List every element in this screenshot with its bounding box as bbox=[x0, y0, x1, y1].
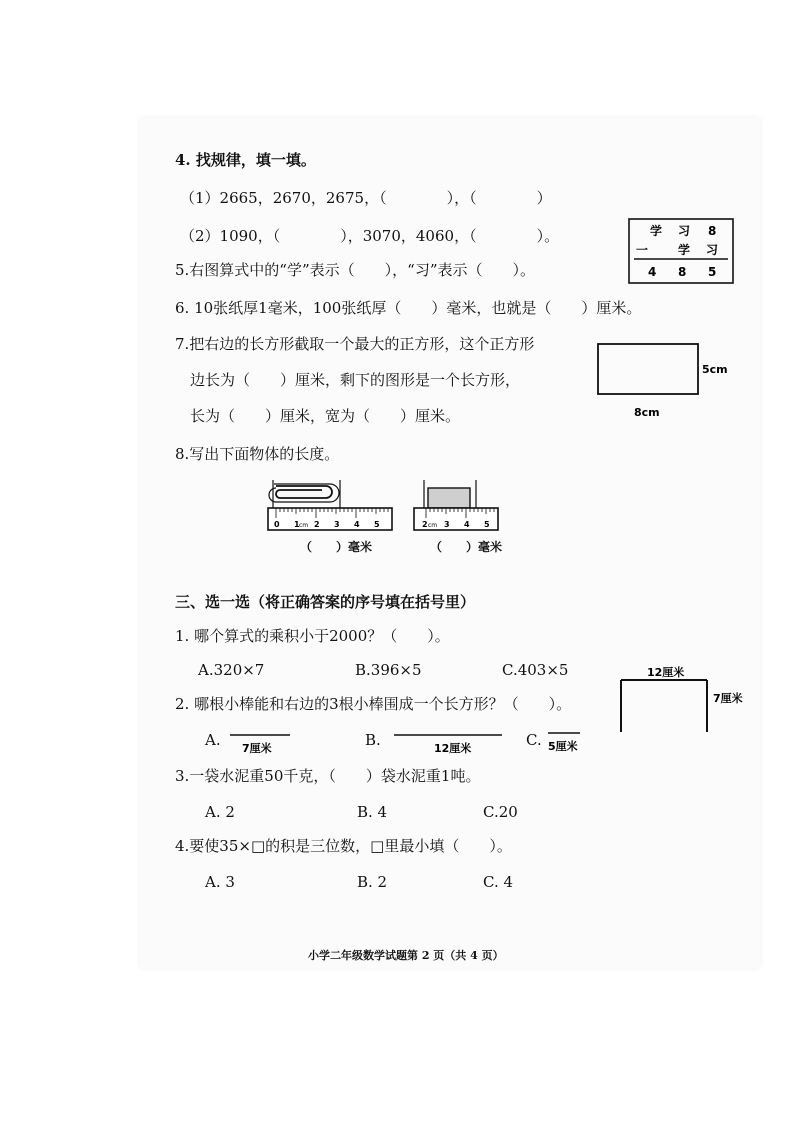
puzzle-r1-c2: 习 bbox=[678, 224, 691, 238]
rect-width-label: 8cm bbox=[634, 406, 660, 419]
paperclip-icon bbox=[269, 484, 339, 502]
mc4-option-b: B. 2 bbox=[357, 873, 388, 891]
mc2-option-b: B. bbox=[365, 731, 381, 749]
mc2-option-a: A. bbox=[205, 731, 221, 749]
sticks-side-label: 7厘米 bbox=[713, 692, 743, 705]
mc4-option-a: A. 3 bbox=[205, 873, 235, 891]
ruler-with-paperclip bbox=[266, 476, 396, 544]
rectangle-figure bbox=[596, 342, 746, 422]
mc4-option-c: C. 4 bbox=[483, 873, 514, 891]
ruler1-tick-4: 4 bbox=[354, 520, 360, 529]
q7-line2: 边长为（ ）厘米，剩下的图形是一个长方形， bbox=[190, 371, 521, 389]
mc1-option-b: B.396×5 bbox=[355, 661, 422, 679]
ruler2-unit: cm bbox=[428, 522, 438, 529]
ruler2-tick-4: 4 bbox=[464, 520, 470, 529]
ruler2-answer: （ ）毫米 bbox=[430, 540, 503, 554]
page-footer: 小学二年级数学试题第 2 页（共 4 页） bbox=[308, 949, 504, 962]
stick-b bbox=[392, 730, 512, 760]
puzzle-r3-c1: 4 bbox=[648, 265, 657, 279]
addition-puzzle-box bbox=[628, 218, 734, 284]
mc1-question: 1. 哪个算式的乘积小于2000？（ ）。 bbox=[175, 627, 450, 645]
stick-c bbox=[546, 728, 596, 758]
ruler1-answer: （ ）毫米 bbox=[300, 540, 373, 554]
mc1-option-c: C.403×5 bbox=[502, 661, 569, 679]
mc3-option-b: B. 4 bbox=[357, 803, 388, 821]
puzzle-r1-c3: 8 bbox=[708, 224, 717, 238]
mc4-question: 4.要使35×□的积是三位数，□里最小填（ ）。 bbox=[175, 837, 512, 855]
q4-line2: （2）1090，（ ），3070，4060，（ ）。 bbox=[180, 227, 560, 245]
section3-title: 三、选一选（将正确答案的序号填在括号里） bbox=[175, 593, 476, 611]
q7-line3: 长为（ ）厘米，宽为（ ）厘米。 bbox=[190, 407, 461, 425]
ruler1-tick-3: 3 bbox=[334, 520, 340, 529]
q8-title: 8.写出下面物体的长度。 bbox=[175, 445, 340, 463]
ruler2-tick-3: 3 bbox=[444, 520, 450, 529]
sticks-top-label: 12厘米 bbox=[647, 666, 685, 679]
q4-title: 4. 找规律，填一填。 bbox=[175, 151, 316, 169]
ruler1-tick-1: 1 bbox=[294, 520, 300, 529]
q7-line1: 7.把右边的长方形截取一个最大的正方形，这个正方形 bbox=[175, 335, 535, 353]
rect-height-label: 5cm bbox=[702, 363, 728, 376]
mc3-question: 3.一袋水泥重50千克，（ ）袋水泥重1吨。 bbox=[175, 767, 481, 785]
mc2-question: 2. 哪根小棒能和右边的3根小棒围成一个长方形？（ ）。 bbox=[175, 695, 572, 713]
ruler1-tick-2: 2 bbox=[314, 520, 320, 529]
stick-a bbox=[228, 730, 298, 760]
stick-b-label: 12厘米 bbox=[434, 742, 472, 755]
q6-text: 6. 10张纸厚1毫米，100张纸厚（ ）毫米，也就是（ ）厘米。 bbox=[175, 299, 642, 317]
puzzle-r3-c2: 8 bbox=[678, 265, 687, 279]
mc3-option-c: C.20 bbox=[483, 803, 518, 821]
q5-text: 5.右图算式中的“学”表示（ ），“习”表示（ ）。 bbox=[175, 261, 535, 279]
ruler-with-eraser bbox=[412, 476, 502, 544]
mc3-option-a: A. 2 bbox=[205, 803, 235, 821]
puzzle-r2-c2: 习 bbox=[706, 243, 719, 257]
puzzle-op: 一 bbox=[636, 243, 649, 257]
ruler1-tick-5: 5 bbox=[374, 520, 380, 529]
mc2-option-c: C. bbox=[526, 731, 542, 749]
puzzle-r3-c3: 5 bbox=[708, 265, 717, 279]
ruler2-tick-2: 2 bbox=[422, 520, 428, 529]
ruler1-tick-0: 0 bbox=[274, 520, 280, 529]
ruler1-unit: cm bbox=[299, 522, 309, 529]
q4-line1: （1）2665，2670，2675，（ ），（ ） bbox=[180, 189, 552, 207]
puzzle-r1-c1: 学 bbox=[650, 224, 663, 238]
stick-a-label: 7厘米 bbox=[242, 742, 272, 755]
puzzle-r2-c1: 学 bbox=[678, 243, 691, 257]
ruler2-tick-5: 5 bbox=[484, 520, 490, 529]
mc1-option-a: A.320×7 bbox=[198, 661, 265, 679]
eraser-icon bbox=[428, 488, 470, 508]
three-sticks-figure bbox=[605, 660, 755, 740]
stick-c-label: 5厘米 bbox=[548, 740, 578, 753]
